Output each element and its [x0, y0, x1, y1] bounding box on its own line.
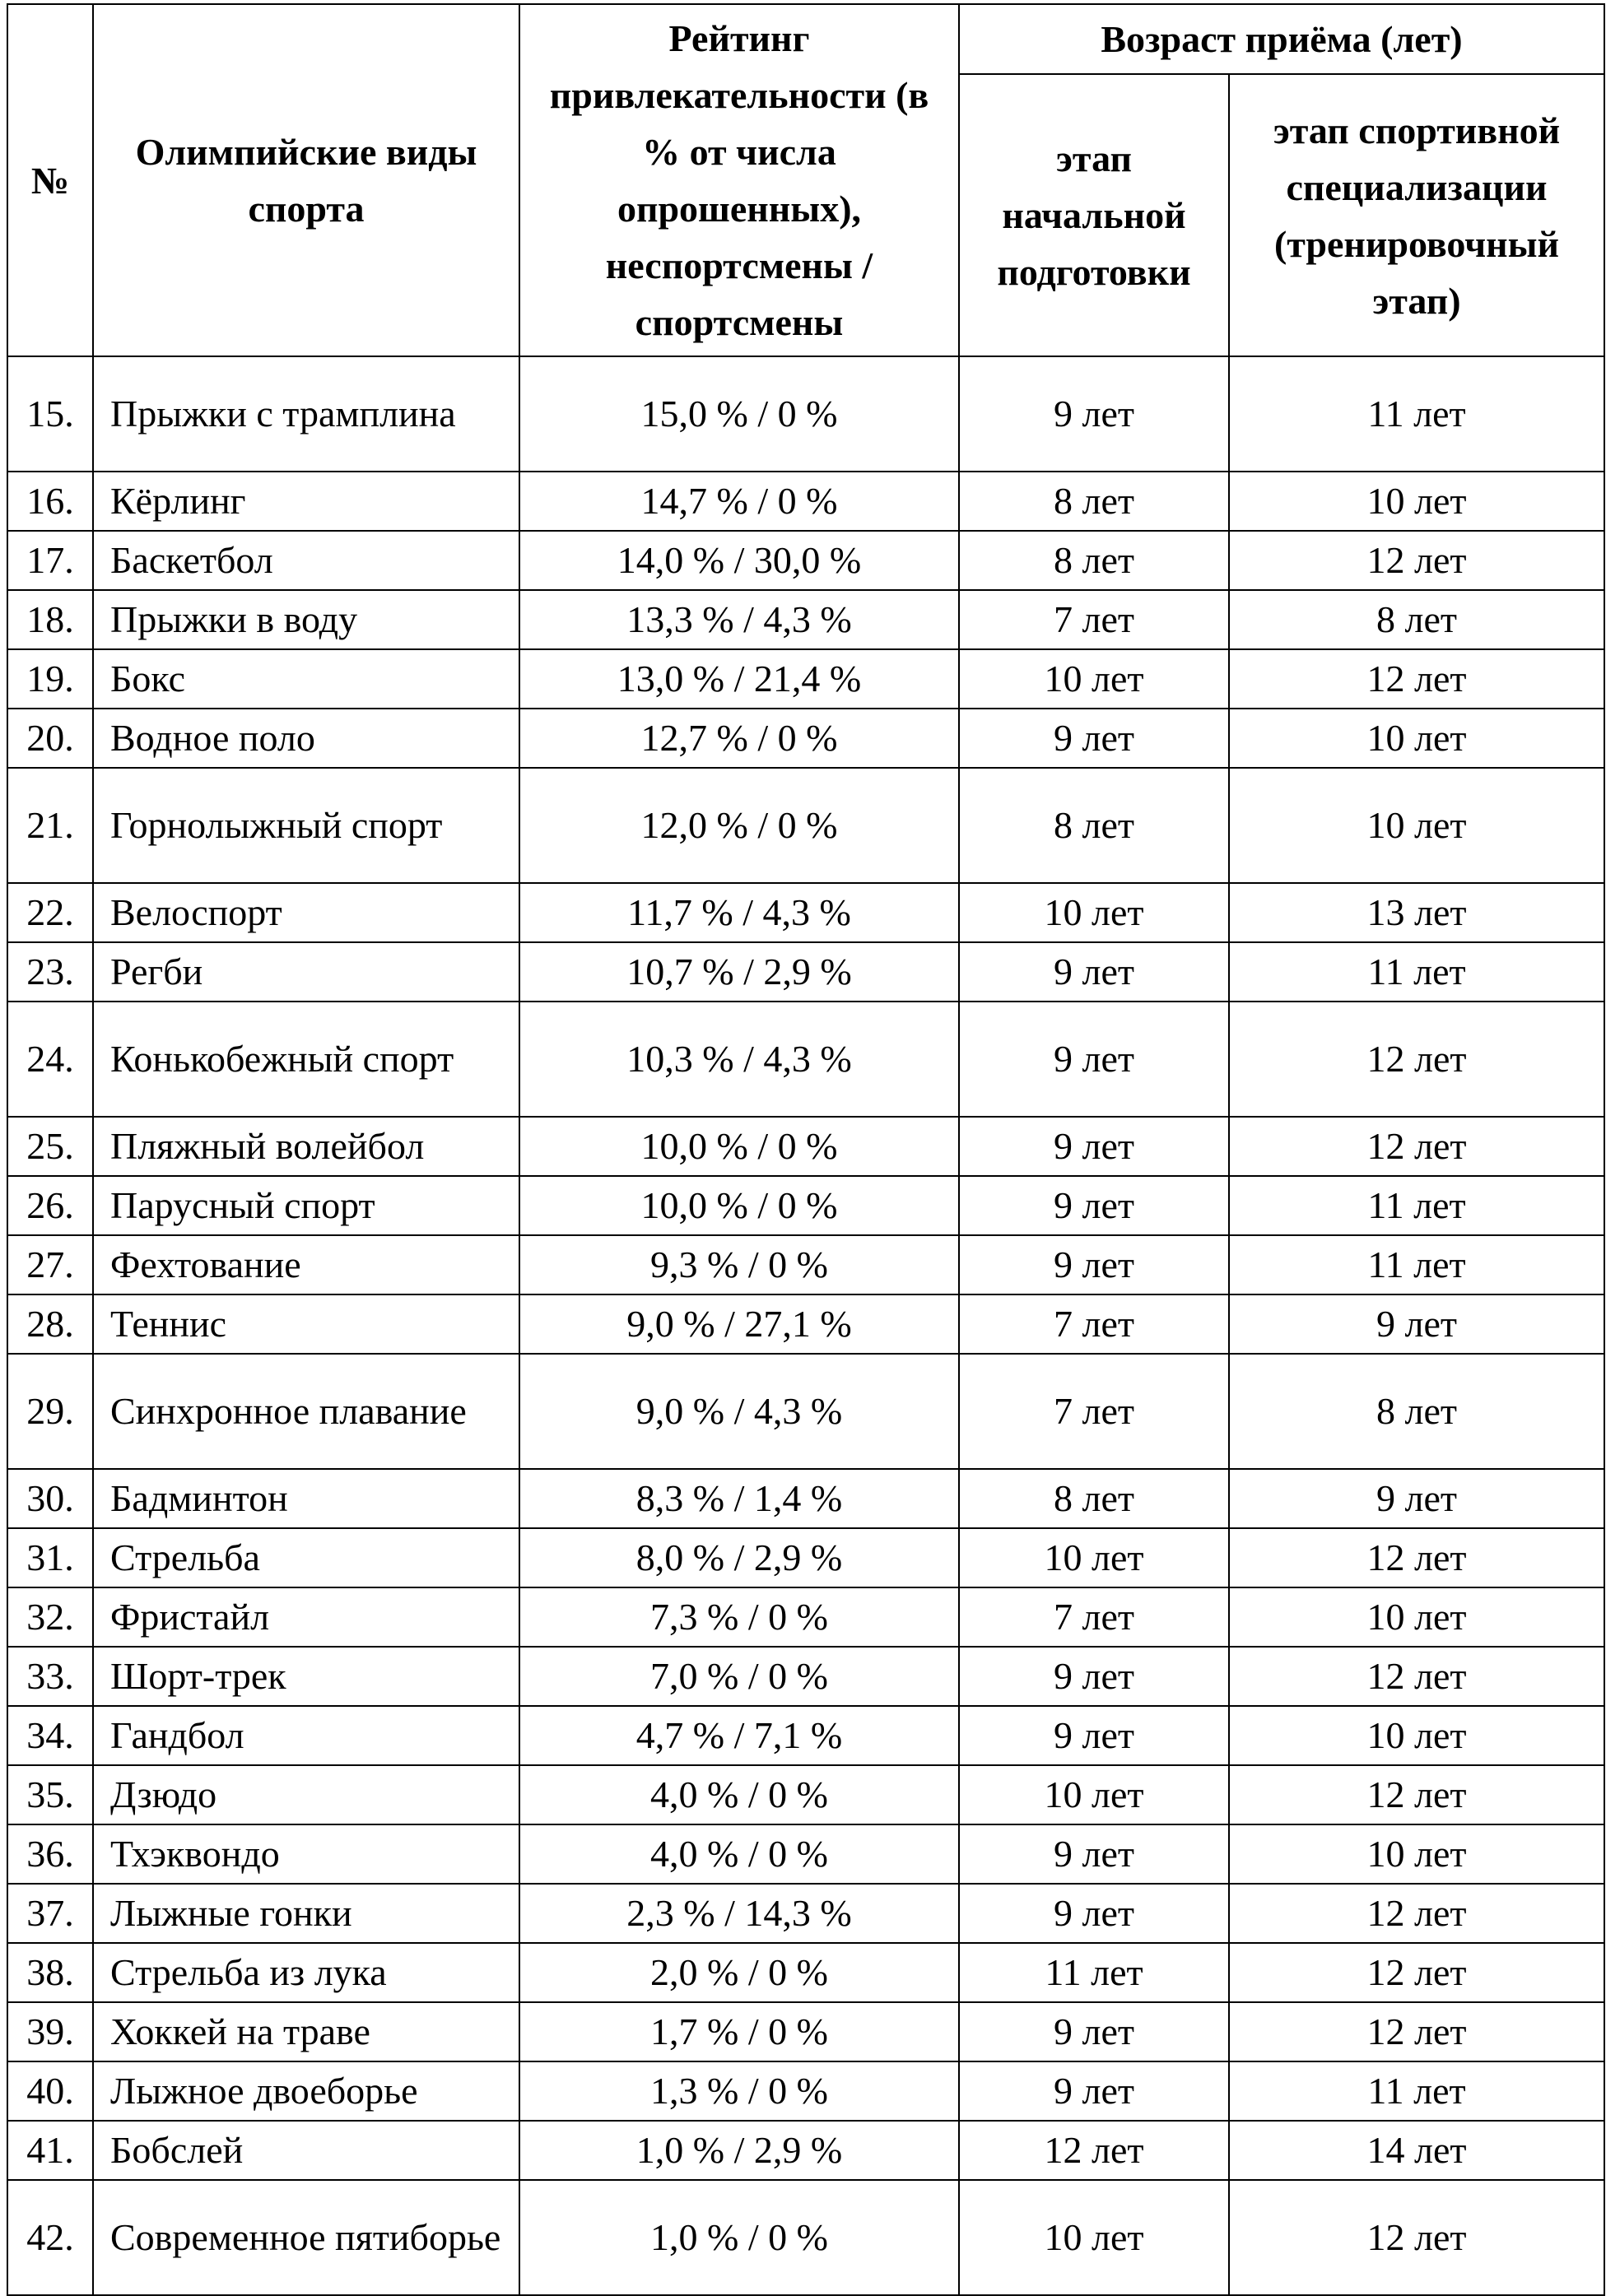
table-row — [7, 1294, 1604, 1354]
header-age-specialization: этап спортивной специализации (тренировочный этап) — [1229, 74, 1604, 356]
row-rating: 14,7 % / 0 % — [519, 472, 959, 531]
row-age-initial: 9 лет — [959, 356, 1229, 472]
row-rating: 4,7 % / 7,1 % — [519, 1706, 959, 1765]
row-age-initial: 9 лет — [959, 1002, 1229, 1117]
row-number: 36. — [7, 1824, 93, 1884]
row-sport: Велоспорт — [93, 883, 519, 942]
row-age-initial: 10 лет — [959, 883, 1229, 942]
row-number: 19. — [7, 649, 93, 709]
table-row — [7, 942, 1604, 1002]
row-number: 34. — [7, 1706, 93, 1765]
row-rating: 7,0 % / 0 % — [519, 1647, 959, 1706]
row-age-specialization: 12 лет — [1229, 1528, 1604, 1587]
row-sport: Шорт-трек — [93, 1647, 519, 1706]
row-age-specialization: 12 лет — [1229, 649, 1604, 709]
row-age-specialization: 11 лет — [1229, 942, 1604, 1002]
row-rating: 9,3 % / 0 % — [519, 1235, 959, 1294]
row-age-specialization: 12 лет — [1229, 1765, 1604, 1824]
row-age-initial: 9 лет — [959, 1647, 1229, 1706]
row-age-specialization: 12 лет — [1229, 1943, 1604, 2002]
table-row — [7, 2180, 1604, 2295]
table-row — [7, 1647, 1604, 1706]
row-rating: 9,0 % / 27,1 % — [519, 1294, 959, 1354]
row-rating: 11,7 % / 4,3 % — [519, 883, 959, 942]
table-row — [7, 531, 1604, 590]
row-rating: 2,3 % / 14,3 % — [519, 1884, 959, 1943]
row-number: 24. — [7, 1002, 93, 1117]
table-row — [7, 649, 1604, 709]
row-age-specialization: 10 лет — [1229, 768, 1604, 883]
row-sport: Стрельба из лука — [93, 1943, 519, 2002]
row-age-initial: 7 лет — [959, 1587, 1229, 1647]
row-age-initial: 8 лет — [959, 472, 1229, 531]
row-number: 26. — [7, 1176, 93, 1235]
row-age-initial: 7 лет — [959, 1354, 1229, 1469]
row-rating: 15,0 % / 0 % — [519, 356, 959, 472]
row-sport: Регби — [93, 942, 519, 1002]
row-age-specialization: 13 лет — [1229, 883, 1604, 942]
row-sport: Баскетбол — [93, 531, 519, 590]
table-row — [7, 1235, 1604, 1294]
row-age-specialization: 10 лет — [1229, 1587, 1604, 1647]
row-age-specialization: 8 лет — [1229, 590, 1604, 649]
table-row — [7, 1765, 1604, 1824]
row-number: 35. — [7, 1765, 93, 1824]
row-age-specialization: 12 лет — [1229, 1647, 1604, 1706]
row-sport: Теннис — [93, 1294, 519, 1354]
row-number: 33. — [7, 1647, 93, 1706]
row-age-specialization: 12 лет — [1229, 1884, 1604, 1943]
row-age-initial: 9 лет — [959, 1176, 1229, 1235]
row-number: 28. — [7, 1294, 93, 1354]
row-number: 15. — [7, 356, 93, 472]
row-number: 22. — [7, 883, 93, 942]
row-age-initial: 10 лет — [959, 1765, 1229, 1824]
row-age-initial: 9 лет — [959, 1706, 1229, 1765]
table-row — [7, 1117, 1604, 1176]
row-sport: Бокс — [93, 649, 519, 709]
row-age-initial: 9 лет — [959, 2002, 1229, 2061]
table-row — [7, 2002, 1604, 2061]
row-rating: 9,0 % / 4,3 % — [519, 1354, 959, 1469]
header-rating: Рейтинг привлекательности (в % от числа опрошенных), неспортсмены / спортсмены — [519, 4, 959, 356]
row-sport: Лыжные гонки — [93, 1884, 519, 1943]
row-rating: 10,7 % / 2,9 % — [519, 942, 959, 1002]
header-age-initial: этап начальной подготовки — [959, 74, 1229, 356]
row-rating: 10,0 % / 0 % — [519, 1176, 959, 1235]
row-number: 17. — [7, 531, 93, 590]
table-row — [7, 2121, 1604, 2180]
row-sport: Парусный спорт — [93, 1176, 519, 1235]
row-sport: Стрельба — [93, 1528, 519, 1587]
row-sport: Прыжки в воду — [93, 590, 519, 649]
row-age-specialization: 11 лет — [1229, 356, 1604, 472]
row-age-initial: 11 лет — [959, 1943, 1229, 2002]
row-sport: Хоккей на траве — [93, 2002, 519, 2061]
header-sport: Олимпийские виды спорта — [93, 4, 519, 356]
row-rating: 12,0 % / 0 % — [519, 768, 959, 883]
row-number: 42. — [7, 2180, 93, 2295]
table-header — [7, 4, 1604, 356]
table-row — [7, 356, 1604, 472]
row-sport: Лыжное двоеборье — [93, 2061, 519, 2121]
row-number: 23. — [7, 942, 93, 1002]
sports-table — [7, 3, 1605, 2296]
row-age-initial: 9 лет — [959, 2061, 1229, 2121]
row-rating: 14,0 % / 30,0 % — [519, 531, 959, 590]
row-age-initial: 10 лет — [959, 649, 1229, 709]
row-age-specialization: 11 лет — [1229, 2061, 1604, 2121]
table-row — [7, 1469, 1604, 1528]
row-rating: 8,3 % / 1,4 % — [519, 1469, 959, 1528]
row-rating: 4,0 % / 0 % — [519, 1824, 959, 1884]
row-age-specialization: 12 лет — [1229, 531, 1604, 590]
row-rating: 13,0 % / 21,4 % — [519, 649, 959, 709]
row-rating: 7,3 % / 0 % — [519, 1587, 959, 1647]
table-row — [7, 768, 1604, 883]
table-row — [7, 1002, 1604, 1117]
row-age-specialization: 8 лет — [1229, 1354, 1604, 1469]
table-row — [7, 709, 1604, 768]
row-sport: Пляжный волейбол — [93, 1117, 519, 1176]
row-age-specialization: 10 лет — [1229, 472, 1604, 531]
table-row — [7, 1824, 1604, 1884]
row-age-specialization: 12 лет — [1229, 1002, 1604, 1117]
row-sport: Горнолыжный спорт — [93, 768, 519, 883]
row-rating: 1,3 % / 0 % — [519, 2061, 959, 2121]
table-body — [7, 356, 1604, 2295]
row-sport: Водное поло — [93, 709, 519, 768]
row-sport: Дзюдо — [93, 1765, 519, 1824]
row-age-initial: 7 лет — [959, 590, 1229, 649]
row-number: 20. — [7, 709, 93, 768]
row-rating: 2,0 % / 0 % — [519, 1943, 959, 2002]
row-age-specialization: 12 лет — [1229, 1117, 1604, 1176]
row-age-initial: 12 лет — [959, 2121, 1229, 2180]
row-age-initial: 9 лет — [959, 1884, 1229, 1943]
row-age-specialization: 11 лет — [1229, 1176, 1604, 1235]
row-age-initial: 9 лет — [959, 1235, 1229, 1294]
table-row — [7, 1354, 1604, 1469]
row-number: 18. — [7, 590, 93, 649]
row-age-initial: 9 лет — [959, 942, 1229, 1002]
row-age-initial: 8 лет — [959, 1469, 1229, 1528]
row-age-initial: 8 лет — [959, 768, 1229, 883]
row-sport: Гандбол — [93, 1706, 519, 1765]
row-rating: 1,0 % / 2,9 % — [519, 2121, 959, 2180]
row-rating: 12,7 % / 0 % — [519, 709, 959, 768]
row-number: 32. — [7, 1587, 93, 1647]
header-age-group: Возраст приёма (лет) — [959, 4, 1604, 74]
table-row — [7, 590, 1604, 649]
table-row — [7, 1587, 1604, 1647]
row-number: 31. — [7, 1528, 93, 1587]
row-sport: Фехтование — [93, 1235, 519, 1294]
row-number: 30. — [7, 1469, 93, 1528]
row-age-initial: 7 лет — [959, 1294, 1229, 1354]
row-number: 38. — [7, 1943, 93, 2002]
row-number: 25. — [7, 1117, 93, 1176]
row-sport: Конькобежный спорт — [93, 1002, 519, 1117]
row-age-initial: 10 лет — [959, 1528, 1229, 1587]
row-sport: Современное пятиборье — [93, 2180, 519, 2295]
row-number: 29. — [7, 1354, 93, 1469]
row-number: 27. — [7, 1235, 93, 1294]
row-number: 39. — [7, 2002, 93, 2061]
row-age-specialization: 10 лет — [1229, 1706, 1604, 1765]
row-sport: Фристайл — [93, 1587, 519, 1647]
row-age-initial: 8 лет — [959, 531, 1229, 590]
table-row — [7, 883, 1604, 942]
row-rating: 1,7 % / 0 % — [519, 2002, 959, 2061]
row-age-specialization: 12 лет — [1229, 2002, 1604, 2061]
row-sport: Бобслей — [93, 2121, 519, 2180]
row-rating: 4,0 % / 0 % — [519, 1765, 959, 1824]
row-sport: Кёрлинг — [93, 472, 519, 531]
row-rating: 13,3 % / 4,3 % — [519, 590, 959, 649]
row-age-initial: 10 лет — [959, 2180, 1229, 2295]
table-row — [7, 472, 1604, 531]
row-sport: Тхэквондо — [93, 1824, 519, 1884]
header-num: № — [7, 4, 93, 356]
row-number: 21. — [7, 768, 93, 883]
row-age-specialization: 10 лет — [1229, 1824, 1604, 1884]
row-age-initial: 9 лет — [959, 1117, 1229, 1176]
row-rating: 8,0 % / 2,9 % — [519, 1528, 959, 1587]
row-rating: 10,0 % / 0 % — [519, 1117, 959, 1176]
row-sport: Синхронное плавание — [93, 1354, 519, 1469]
row-rating: 1,0 % / 0 % — [519, 2180, 959, 2295]
table-row — [7, 1706, 1604, 1765]
row-number: 37. — [7, 1884, 93, 1943]
table-row — [7, 1943, 1604, 2002]
row-age-specialization: 11 лет — [1229, 1235, 1604, 1294]
row-number: 40. — [7, 2061, 93, 2121]
row-rating: 10,3 % / 4,3 % — [519, 1002, 959, 1117]
table-row — [7, 1528, 1604, 1587]
table-row — [7, 1176, 1604, 1235]
table-row — [7, 1884, 1604, 1943]
row-sport: Бадминтон — [93, 1469, 519, 1528]
row-number: 41. — [7, 2121, 93, 2180]
table-row — [7, 2061, 1604, 2121]
row-sport: Прыжки с трамплина — [93, 356, 519, 472]
row-age-specialization: 10 лет — [1229, 709, 1604, 768]
row-age-specialization: 12 лет — [1229, 2180, 1604, 2295]
row-age-initial: 9 лет — [959, 1824, 1229, 1884]
row-age-initial: 9 лет — [959, 709, 1229, 768]
row-age-specialization: 9 лет — [1229, 1294, 1604, 1354]
row-age-specialization: 14 лет — [1229, 2121, 1604, 2180]
row-age-specialization: 9 лет — [1229, 1469, 1604, 1528]
row-number: 16. — [7, 472, 93, 531]
